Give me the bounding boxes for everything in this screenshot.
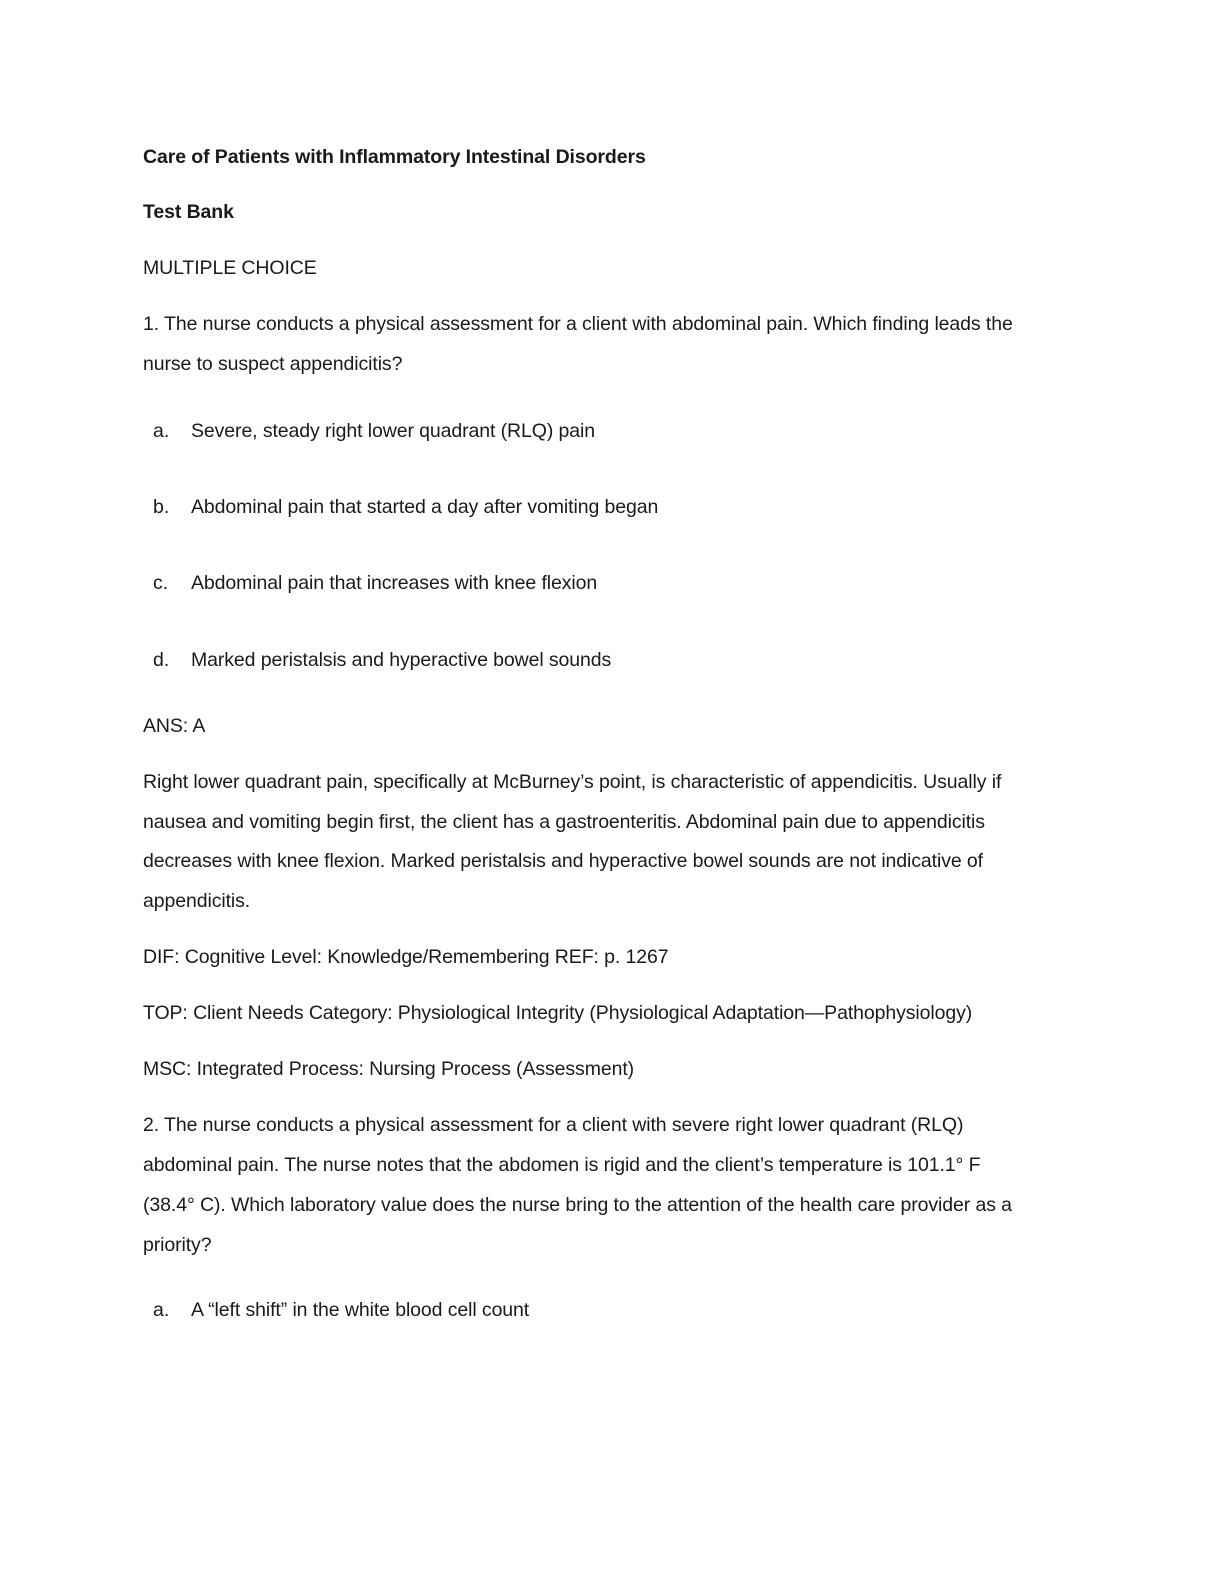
rationale-line: decreases with knee flexion. Marked peristalsis and hyperactive bowel sounds are not indicative of — [143, 850, 983, 872]
document-title: Care of Patients with Inflammatory Intestinal Disorders — [143, 146, 646, 168]
question-stem-line: (38.4° C). Which laboratory value does the nurse bring to the attention of the health care provider as a — [143, 1194, 1012, 1216]
rationale-line: nausea and vomiting begin first, the client has a gastroenteritis. Abdominal pain due to appendicitis — [143, 811, 985, 833]
rationale-line: Right lower quadrant pain, specifically at McBurney’s point, is characteristic of appendicitis. Usually if — [143, 771, 1002, 793]
question-stem-line: priority? — [143, 1234, 212, 1256]
option-letter: a. — [153, 1299, 170, 1321]
option-letter: d. — [153, 649, 170, 671]
option-text: Marked peristalsis and hyperactive bowel sounds — [191, 649, 612, 671]
question-stem-line: abdominal pain. The nurse notes that the abdomen is rigid and the client’s temperature is 101.1° F — [143, 1154, 981, 1176]
section-heading: MULTIPLE CHOICE — [143, 257, 317, 279]
integrated-process: MSC: Integrated Process: Nursing Process (Assessment) — [143, 1058, 635, 1080]
question-stem-line: nurse to suspect appendicitis? — [143, 353, 403, 375]
question-stem-line: 2. The nurse conducts a physical assessment for a client with severe right lower quadrant (RLQ) — [143, 1114, 964, 1136]
rationale-line: appendicitis. — [143, 890, 251, 912]
document-subtitle: Test Bank — [143, 201, 234, 223]
option-letter: b. — [153, 496, 170, 518]
question-stem-line: 1. The nurse conducts a physical assessment for a client with abdominal pain. Which finding leads the — [143, 313, 1013, 335]
option-text: Abdominal pain that started a day after vomiting began — [191, 496, 659, 518]
option-letter: c. — [153, 572, 169, 594]
topic-category: TOP: Client Needs Category: Physiological Integrity (Physiological Adaptation—Pathophysiology) — [143, 1002, 973, 1024]
option-letter: a. — [153, 420, 170, 442]
difficulty-reference: DIF: Cognitive Level: Knowledge/Remembering REF: p. 1267 — [143, 946, 669, 968]
option-text: Abdominal pain that increases with knee flexion — [191, 572, 598, 594]
answer-key: ANS: A — [143, 715, 206, 737]
option-text: A “left shift” in the white blood cell count — [191, 1299, 530, 1321]
option-text: Severe, steady right lower quadrant (RLQ) pain — [191, 420, 596, 442]
